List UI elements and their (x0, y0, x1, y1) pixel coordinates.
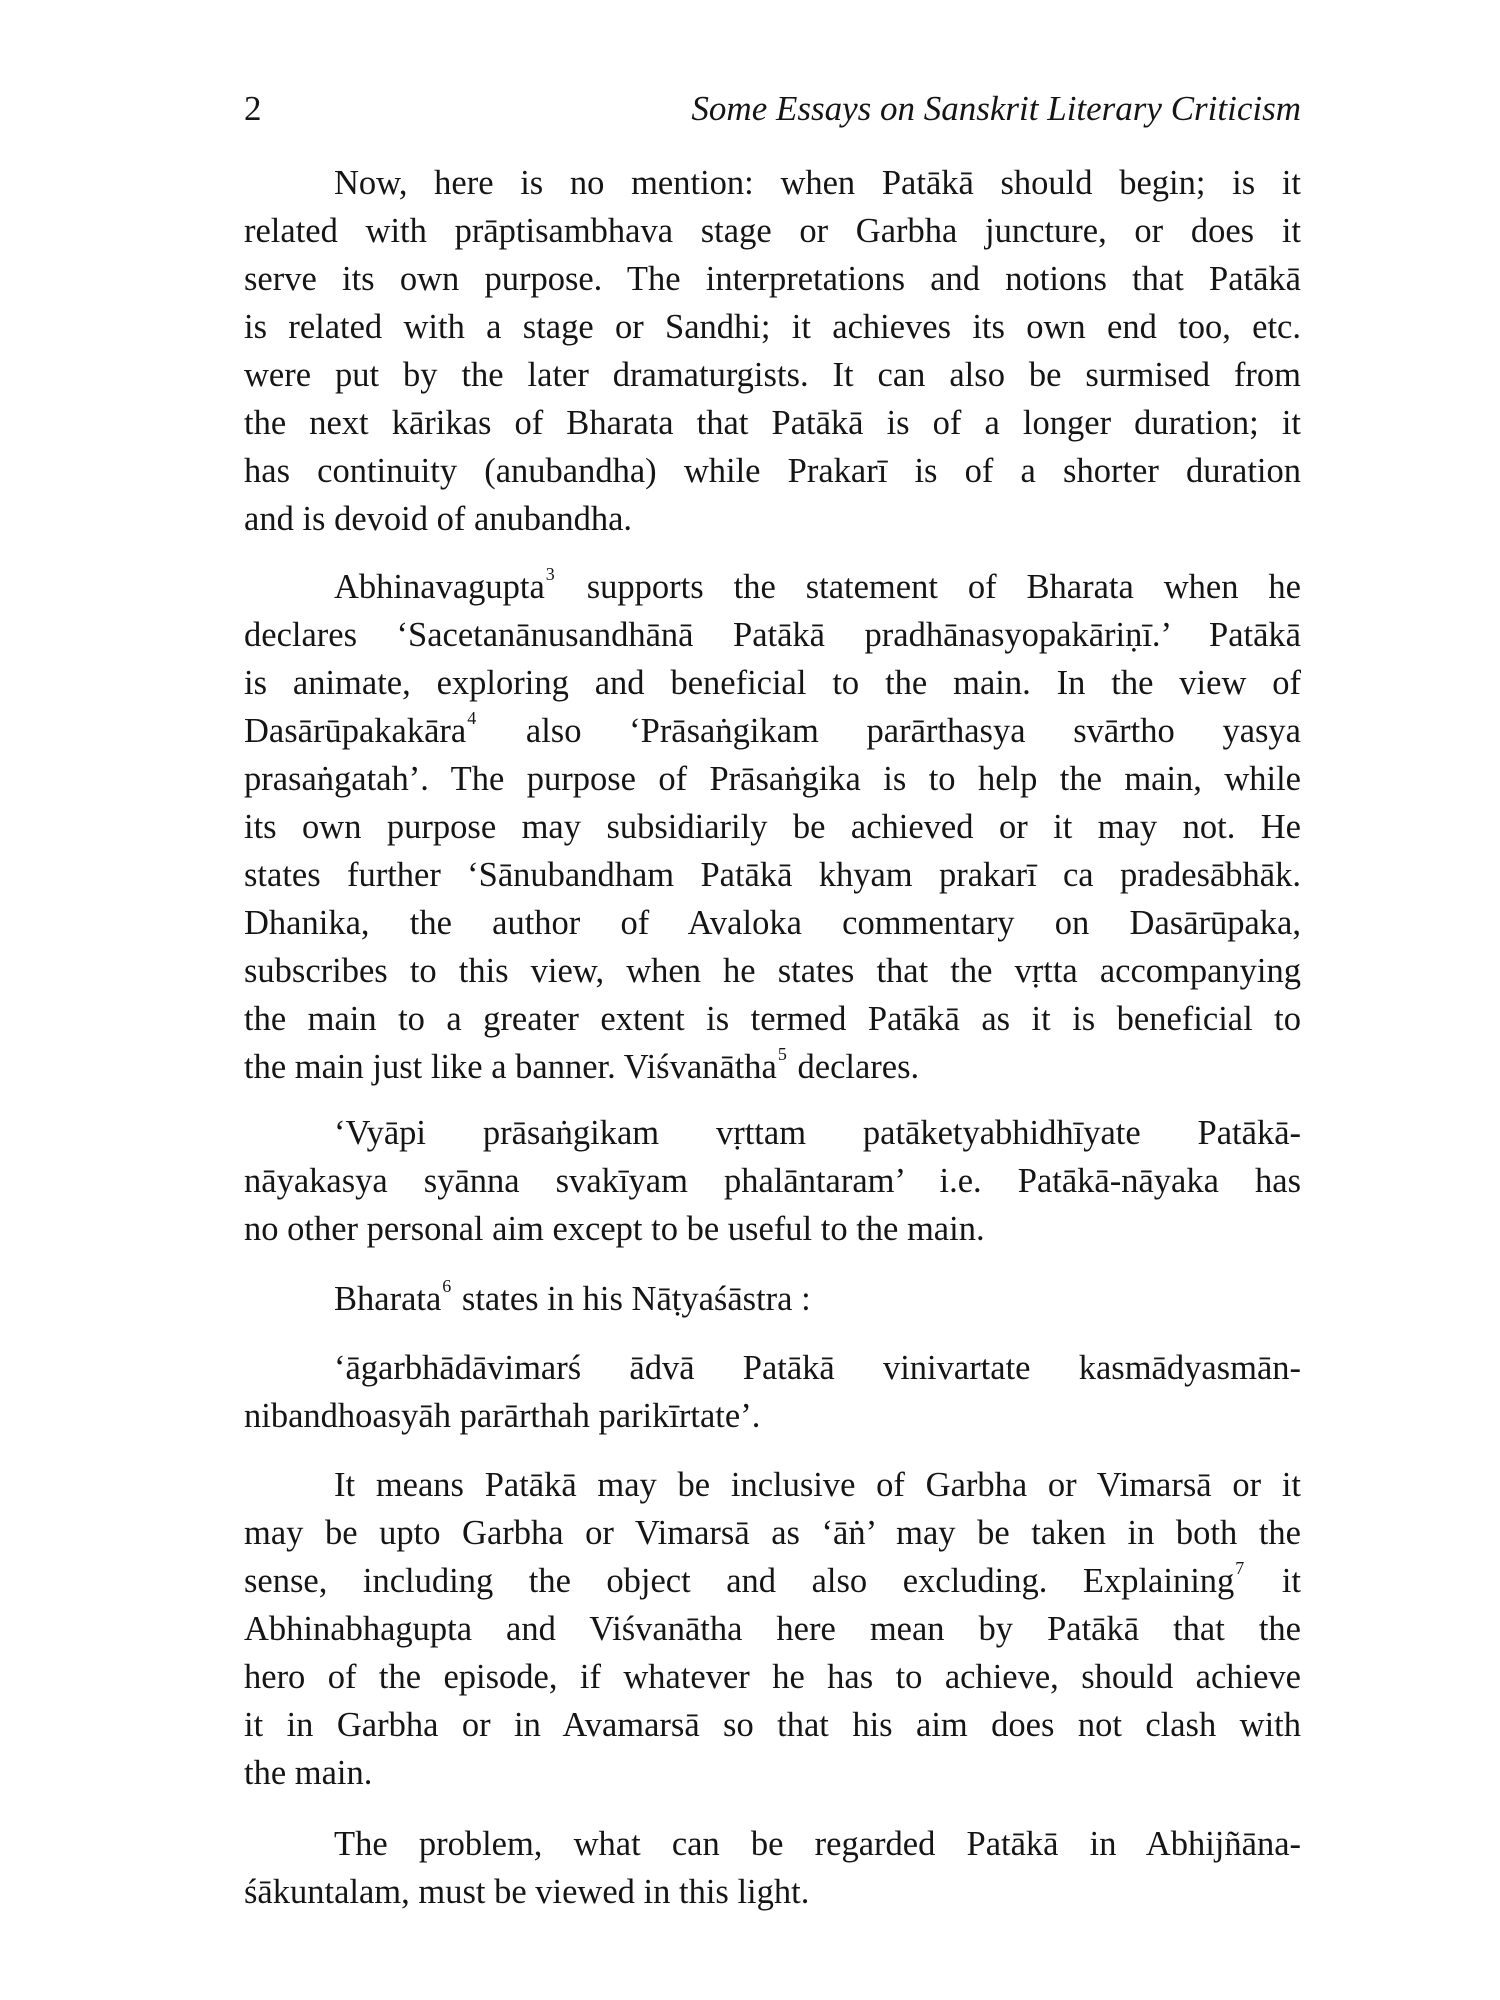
text-line (244, 563, 1301, 611)
paragraph (244, 1275, 1301, 1323)
text-line (244, 1749, 1301, 1797)
line-text: the main. (244, 1754, 373, 1792)
text-line (244, 495, 1301, 543)
line-text: sense, including the object and also excluding. Explaining (244, 1562, 1235, 1600)
line-text: the main just like a banner. Viśvanātha (244, 1048, 777, 1086)
line-text: subscribes to this view, when he states that the vṛtta accompanying (244, 952, 1301, 990)
text-line (244, 707, 1301, 755)
line-text: supports the statement of Bharata when he (586, 568, 1301, 606)
running-title: Some Essays on Sanskrit Literary Criticism (691, 89, 1301, 128)
text-line (244, 995, 1301, 1043)
text-line (244, 755, 1301, 803)
text-line (244, 1392, 1301, 1440)
line-text: The problem, what can be regarded Patākā in Abhijñāna- (334, 1825, 1301, 1863)
text-line (244, 207, 1301, 255)
line-text: ‘Vyāpi prāsaṅgikam vṛttam patāketyabhidhīyate Patākā- (334, 1114, 1301, 1152)
line-text: Abhinabhagupta and Viśvanātha here mean by Patākā that the (244, 1610, 1301, 1648)
paragraph (244, 1461, 1301, 1797)
line-text: Dhanika, the author of Avaloka commentary on Dasārūpaka, (244, 904, 1301, 942)
line-text: has continuity (anubandha) while Prakarī is of a shorter duration (244, 452, 1301, 490)
paragraph (244, 563, 1301, 1091)
paragraph (244, 1344, 1301, 1440)
line-text: no other personal aim except to be useful to the main. (244, 1210, 985, 1248)
line-text: declares. (797, 1048, 920, 1086)
line-text: nāyakasya syānna svakīyam phalāntaram’ i.e. Patākā-nāyaka has (244, 1162, 1301, 1200)
line-text: the next kārikas of Bharata that Patākā is of a longer duration; it (244, 404, 1301, 442)
text-line (244, 159, 1301, 207)
line-text: Bharata (334, 1280, 442, 1318)
footnote-marker: 7 (1235, 1558, 1245, 1578)
text-line (244, 659, 1301, 707)
line-text: it (1281, 1562, 1301, 1600)
text-line (244, 351, 1301, 399)
text-line (244, 1109, 1301, 1157)
text-line (244, 1701, 1301, 1749)
page-number: 2 (244, 89, 262, 128)
text-line (244, 447, 1301, 495)
text-line (244, 1557, 1301, 1605)
text-line (244, 947, 1301, 995)
line-text: also ‘Prāsaṅgikam parārthasya svārtho yasya (525, 712, 1301, 750)
line-text: declares ‘Sacetanānusandhānā Patākā pradhānasyopakāriṇī.’ Patākā (244, 616, 1301, 654)
line-text: were put by the later dramaturgists. It can also be surmised from (244, 356, 1301, 394)
line-text: the main to a greater extent is termed Patākā as it is beneficial to (244, 1000, 1301, 1038)
line-text: Dasārūpakakāra (244, 712, 467, 750)
line-text: states in his Nāṭyaśāstra : (461, 1280, 811, 1318)
line-text: may be upto Garbha or Vimarsā as ‘āṅ’ may be taken in both the (244, 1514, 1301, 1552)
text-line (244, 1043, 1301, 1091)
line-text: states further ‘Sānubandham Patākā khyam prakarī ca pradesābhāk. (244, 856, 1301, 894)
text-line (244, 1205, 1301, 1253)
footnote-marker: 3 (545, 564, 555, 584)
line-text: its own purpose may subsidiarily be achieved or it may not. He (244, 808, 1301, 846)
line-text: Now, here is no mention: when Patākā should begin; is it (334, 164, 1301, 202)
text-line (244, 1275, 1301, 1323)
text-line (244, 1344, 1301, 1392)
line-text: hero of the episode, if whatever he has to achieve, should achieve (244, 1658, 1301, 1696)
line-text: related with prāptisambhava stage or Garbha juncture, or does it (244, 212, 1301, 250)
paragraph (244, 1109, 1301, 1253)
line-text: It means Patākā may be inclusive of Garbha or Vimarsā or it (334, 1466, 1301, 1504)
text-line (244, 1157, 1301, 1205)
text-line (244, 1820, 1301, 1868)
text-line (244, 1868, 1301, 1916)
line-text: ‘āgarbhādāvimarś ādvā Patākā vinivartate kasmādyasmān- (334, 1349, 1301, 1387)
text-line (244, 1461, 1301, 1509)
line-text: it in Garbha or in Avamarsā so that his aim does not clash with (244, 1706, 1301, 1744)
footnote-marker: 6 (442, 1276, 452, 1296)
line-text: nibandhoasyāh parārthah parikīrtate’. (244, 1397, 761, 1435)
text-line (244, 1509, 1301, 1557)
text-line (244, 1605, 1301, 1653)
text-line (244, 399, 1301, 447)
line-text: is related with a stage or Sandhi; it achieves its own end too, etc. (244, 308, 1301, 346)
line-text: is animate, exploring and beneficial to the main. In the view of (244, 664, 1301, 702)
text-line (244, 803, 1301, 851)
paragraph (244, 159, 1301, 543)
text-line (244, 899, 1301, 947)
text-line (244, 255, 1301, 303)
line-text: and is devoid of anubandha. (244, 500, 633, 538)
line-text: Abhinavagupta (334, 568, 545, 606)
text-line (244, 1653, 1301, 1701)
line-text: serve its own purpose. The interpretations and notions that Patākā (244, 260, 1301, 298)
line-text: śākuntalam, must be viewed in this light. (244, 1873, 810, 1911)
text-line (244, 611, 1301, 659)
line-text: prasaṅgatah’. The purpose of Prāsaṅgika is to help the main, while (244, 760, 1301, 798)
text-line (244, 303, 1301, 351)
footnote-marker: 5 (777, 1044, 787, 1064)
paragraph (244, 1820, 1301, 1916)
text-line (244, 851, 1301, 899)
footnote-marker: 4 (467, 708, 477, 728)
